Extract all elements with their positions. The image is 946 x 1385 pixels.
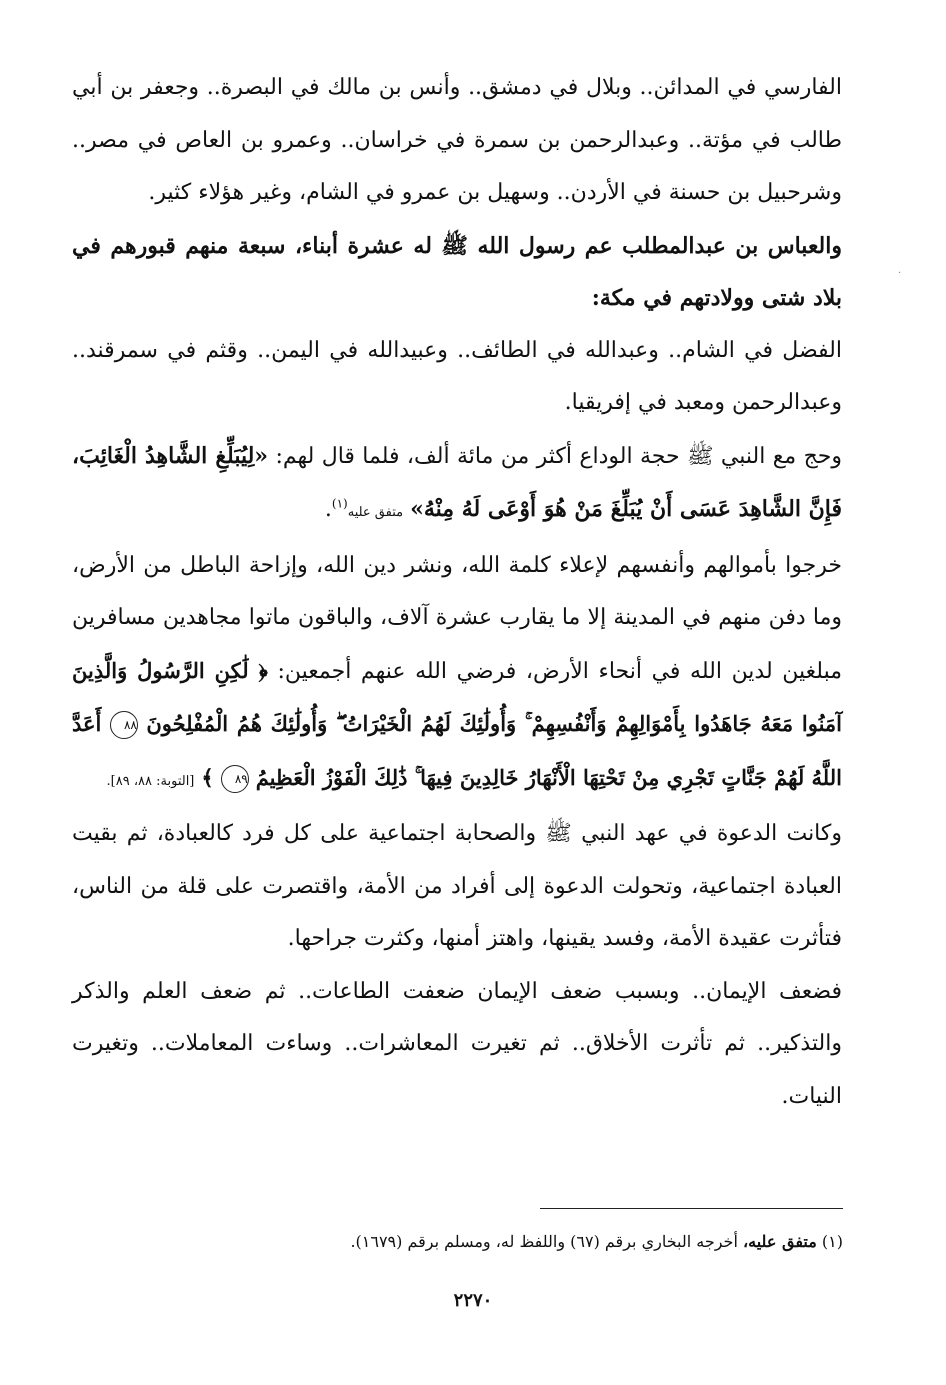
scan-mark: · bbox=[898, 268, 902, 279]
footnote-divider bbox=[540, 1208, 843, 1209]
main-text bbox=[72, 62, 842, 1123]
paragraph-6: وكانت الدعوة في عهد النبي ﷺ والصحابة اجتماعية على كل فرد كالعبادة، ثم بقيت العبادة اجتماعية، وتحولت الدعوة إلى أفراد من الأمة، واقتصرت على قلة من الناس، فتأثرت عقيدة الأمة، وفسد يقينها، واهتز أمنها، وكثرت جراحها. bbox=[72, 821, 842, 951]
footnote-label: متفق عليه، bbox=[742, 1232, 817, 1251]
quran-reference: [التوبة: ٨٨، ٨٩]. bbox=[106, 773, 195, 789]
ayah-number-89: ٨٩ bbox=[221, 765, 249, 793]
ayah-number-88: ٨٨ bbox=[110, 711, 138, 739]
footnote-text: أخرجه البخاري برقم (٦٧) واللفظ له، ومسلم برقم (١٦٧٩). bbox=[350, 1232, 738, 1251]
footnote-reference[interactable]: (١) bbox=[331, 496, 348, 511]
paragraph-4-text: وحج مع النبي ﷺ حجة الوداع أكثر من مائة ألف، فلما قال لهم: bbox=[275, 443, 843, 469]
paragraph-7: فضعف الإيمان.. وبسبب ضعف الإيمان ضعفت الطاعات.. ثم ضعف العلم والذكر والتذكير.. ثم تأثرت الأخلاق.. ثم تغيرت المعاشرات.. وساءت المعاملات.. وتغيرت النيات. bbox=[72, 978, 842, 1109]
quran-close-bracket: ﴾ bbox=[201, 764, 214, 790]
paragraph-4: وحج مع النبي ﷺ حجة الوداع أكثر من مائة ألف، فلما قال لهم: «لِيُبَلِّغِ الشَّاهِدُ الْغَائِبَ، فَإِنَّ الشَّاهِدَ عَسَى أَنْ يُبَلِّغَ مَنْ هُوَ أَوْعَى لَهُ مِنْهُ» متفق عليه$^{(١)}$. bbox=[72, 442, 843, 522]
paragraph-3: الفضل في الشام.. وعبدالله في الطائف.. وعبيدالله في اليمن.. وقثم في سمرقند.. وعبدالرحمن ومعبد في إفريقيا. bbox=[72, 337, 842, 415]
paragraph-1: الفارسي في المدائن.. وبلال في دمشق.. وأنس بن مالك في البصرة.. وجعفر بن أبي طالب في مؤتة.. وعبدالرحمن بن سمرة في خراسان.. وعمرو بن العاص في مصر.. وشرحبيل بن حسنة في الأردن.. وسهيل بن عمرو في الشام، وغير هؤلاء كثير. bbox=[72, 75, 842, 205]
footnote bbox=[120, 1230, 843, 1254]
page-number: ٢٢٧٠ bbox=[453, 1290, 493, 1311]
paragraph-5-text: خرجوا بأموالهم وأنفسهم لإعلاء كلمة الله، ونشر دين الله، وإزاحة الباطل من الأرض، وما دفن منهم في المدينة إلا ما يقارب عشرة آلاف، والباقون ماتوا مجاهدين مسافرين مبلغين لدين الله في أنحاء الأرض، فرضي الله عنهم أجمعين: bbox=[72, 552, 843, 684]
quran-verse-88: ﴿ لَٰكِنِ الرَّسُولُ وَالَّذِينَ آمَنُوا مَعَهُ جَاهَدُوا بِأَمْوَالِهِمْ وَأَنْفُسِهِمْ ۚ وَأُولَٰئِكَ لَهُمُ الْخَيْرَاتُ ۖ وَأُولَٰئِكَ هُمُ الْمُفْلِحُونَ bbox=[72, 657, 842, 736]
footnote-marker: (١) bbox=[821, 1232, 843, 1251]
quran-verse-89: أَعَدَّ اللَّهُ لَهُمْ جَنَّاتٍ تَجْرِي مِنْ تَحْتِهَا الْأَنْهَارُ خَالِدِينَ فِيهَا ۚ ذَٰلِكَ الْفَوْزُ الْعَظِيمُ bbox=[72, 711, 842, 790]
hadith-quote: «لِيُبَلِّغِ الشَّاهِدُ الْغَائِبَ، فَإِنَّ الشَّاهِدَ عَسَى أَنْ يُبَلِّغَ مَنْ هُوَ أَوْعَى لَهُ مِنْهُ» bbox=[72, 442, 842, 522]
paragraph-2-heading: والعباس بن عبدالمطلب عم رسول الله ﷺ له عشرة أبناء، سبعة منهم قبورهم في بلاد شتى وولادتهم في مكة: bbox=[72, 232, 842, 311]
paragraph-5 bbox=[72, 540, 842, 809]
hadith-reference: متفق عليه bbox=[347, 505, 404, 520]
